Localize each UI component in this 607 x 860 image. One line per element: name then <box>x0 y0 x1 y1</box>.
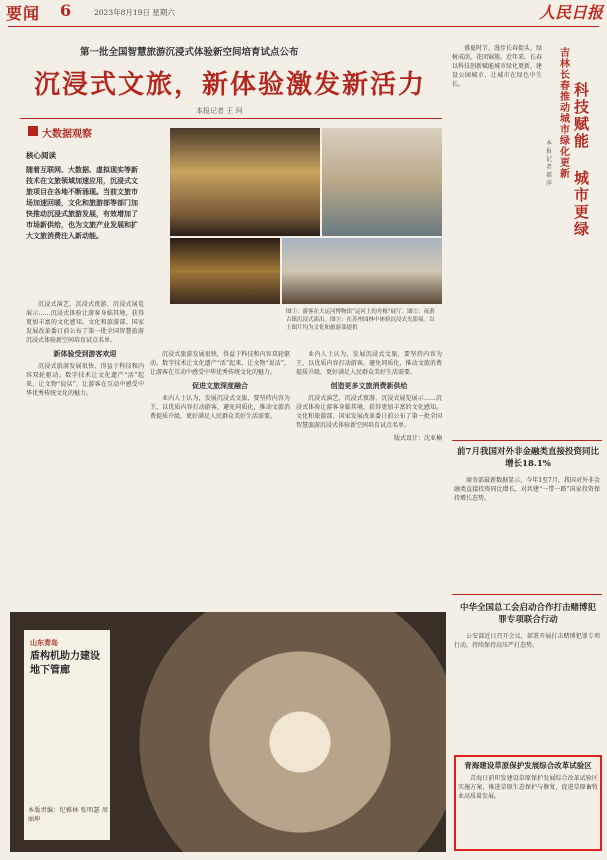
article-column-2 <box>150 350 290 600</box>
column-text: 公安部近日召开会议，部署开展打击赌博犯罪专项行动，持续保持高压严打态势。 <box>454 633 600 649</box>
news2-title: 中华全国总工会启动合作打击赌博犯罪专项联合行动 <box>459 603 596 625</box>
column-text: 沉浸式旅游发展很快，得益于科技和内容双轮驱动。数字技术让文化遗产“活”起来，让文物“说话”，让游客在互动中感受中华优秀传统文化的魅力。 <box>26 363 144 397</box>
page-credits: 本版责编：纪雅林 张明瑟 周丽坤 <box>28 807 108 823</box>
hall-photo <box>170 238 280 304</box>
subheading: 创造更多文旅消费新供给 <box>330 381 408 390</box>
divider <box>452 440 602 441</box>
news3-title: 青海建设草原保护发展综合改革试验区 <box>464 761 592 770</box>
article-column-3 <box>296 350 442 600</box>
subheading: 新体验受到游客欢迎 <box>53 349 117 358</box>
section-name: 要闻 <box>6 4 41 23</box>
page-number: 6 <box>60 1 72 20</box>
intro-title: 核心阅读 <box>26 151 56 160</box>
column-text: 业内人士认为，发展沉浸式文旅，要坚持内容为王，以优质内容打动游客，避免同质化，推动文旅消费提质升级，更好满足人民群众美好生活需要。 <box>296 351 442 376</box>
tunnel-location: 山东青岛 <box>30 638 58 647</box>
news1-body <box>454 476 600 586</box>
issue-date: 2023年8月19日 星期六 <box>94 8 175 17</box>
column-text: 沉浸式演艺、沉浸式夜游、沉浸式展览展示……沉浸式体验让游客身临其境，获得更加丰富的文化感知。文化和旅游部、国家发展改革委日前公布了第一批全国智慧旅游沉浸式体验新空间培育试点名单。 <box>26 301 144 344</box>
feature-lead: 第一批全国智慧旅游沉浸式体验新空间培育试点公布 <box>80 47 299 58</box>
right-headline-1: 科技赋能 <box>574 81 590 150</box>
header-rule <box>8 26 599 27</box>
right-article-body <box>452 44 542 434</box>
column-text: 业内人士认为，发展沉浸式文旅，要坚持内容为王，以优质内容打动游客，避免同质化，推动文旅消费提质升级，更好满足人民群众美好生活需要。 <box>150 395 290 420</box>
tunnel-title: 盾构机助力建设地下管廊 <box>30 651 100 676</box>
museum-photo <box>170 128 320 236</box>
column-text: 沉浸式演艺、沉浸式夜游、沉浸式展览展示……沉浸式体验让游客身临其境，获得更加丰富的文化感知。文化和旅游部、国家发展改革委日前公布了第一批全国智慧旅游沉浸式体验新空间培育试点名单。 <box>296 395 442 429</box>
layout-editor: 版式设计：沈亚楠 <box>393 435 442 442</box>
masthead-logo: 人民日报 <box>538 3 603 22</box>
building-photo <box>282 238 442 304</box>
divider <box>20 118 442 119</box>
intro-text: 随着互联网、大数据、虚拟现实等新技术在文旅领域加速应用，沉浸式文旅项目在各地不断涌现。当前文旅市场加速回暖，文化和旅游部等部门加快推动沉浸式旅游发展，有效增加了市场新供给，也为文旅产业发展和扩大文旅消费注入新动能。 <box>26 165 138 240</box>
column-text: 青海日前印发建设草原保护发展综合改革试验区实施方案，推进草原生态保护与修复，促进草原畜牧业高质量发展。 <box>458 775 598 800</box>
subheading: 促进文旅深度融合 <box>192 381 248 390</box>
news2-body <box>454 632 600 748</box>
feature-tag: 大数据观察 <box>42 129 92 140</box>
feature-byline: 本报记者 王 珂 <box>196 107 243 115</box>
tag-marker-icon <box>28 126 38 136</box>
photo-caption: 图①：游客在大运河博物馆“运河上的舟楫”展厅。图②：夜游古镇沉浸式演出。图③：在苏州园林中体验沉浸式光影展。以上图片均为文化和旅游部提供 <box>286 309 435 331</box>
news1-title: 前7月我国对外非金融类直接投资同比增长18.1% <box>457 447 599 469</box>
right-byline: 本报记者 郝 萍 <box>546 140 553 187</box>
right-topic: 吉林长春推动城市绿化更新 <box>560 48 570 180</box>
divider <box>452 594 602 595</box>
column-text: 商务部最新数据显示，今年1至7月，我国对外非金融类直接投资同比增长，对共建“一带一路”国家投资保持增长态势。 <box>454 477 600 502</box>
column-text: 沉浸式旅游发展很快，得益于科技和内容双轮驱动。数字技术让文化遗产“活”起来，让文物“说话”，让游客在互动中感受中华优秀传统文化的魅力。 <box>150 351 290 376</box>
town-photo <box>322 128 442 236</box>
article-column-1 <box>26 300 144 600</box>
right-headline-2: 城市更绿 <box>574 169 590 238</box>
news3-body <box>458 774 598 848</box>
column-text: 盛夏时节，漫步长春街头，绿树成荫，花团锦簇。近年来，长春以科技创新赋能城市绿化更新，建设公园城市，让城市在绿色中生长。 <box>452 45 542 88</box>
feature-headline: 沉浸式文旅，新体验激发新活力 <box>33 70 426 100</box>
